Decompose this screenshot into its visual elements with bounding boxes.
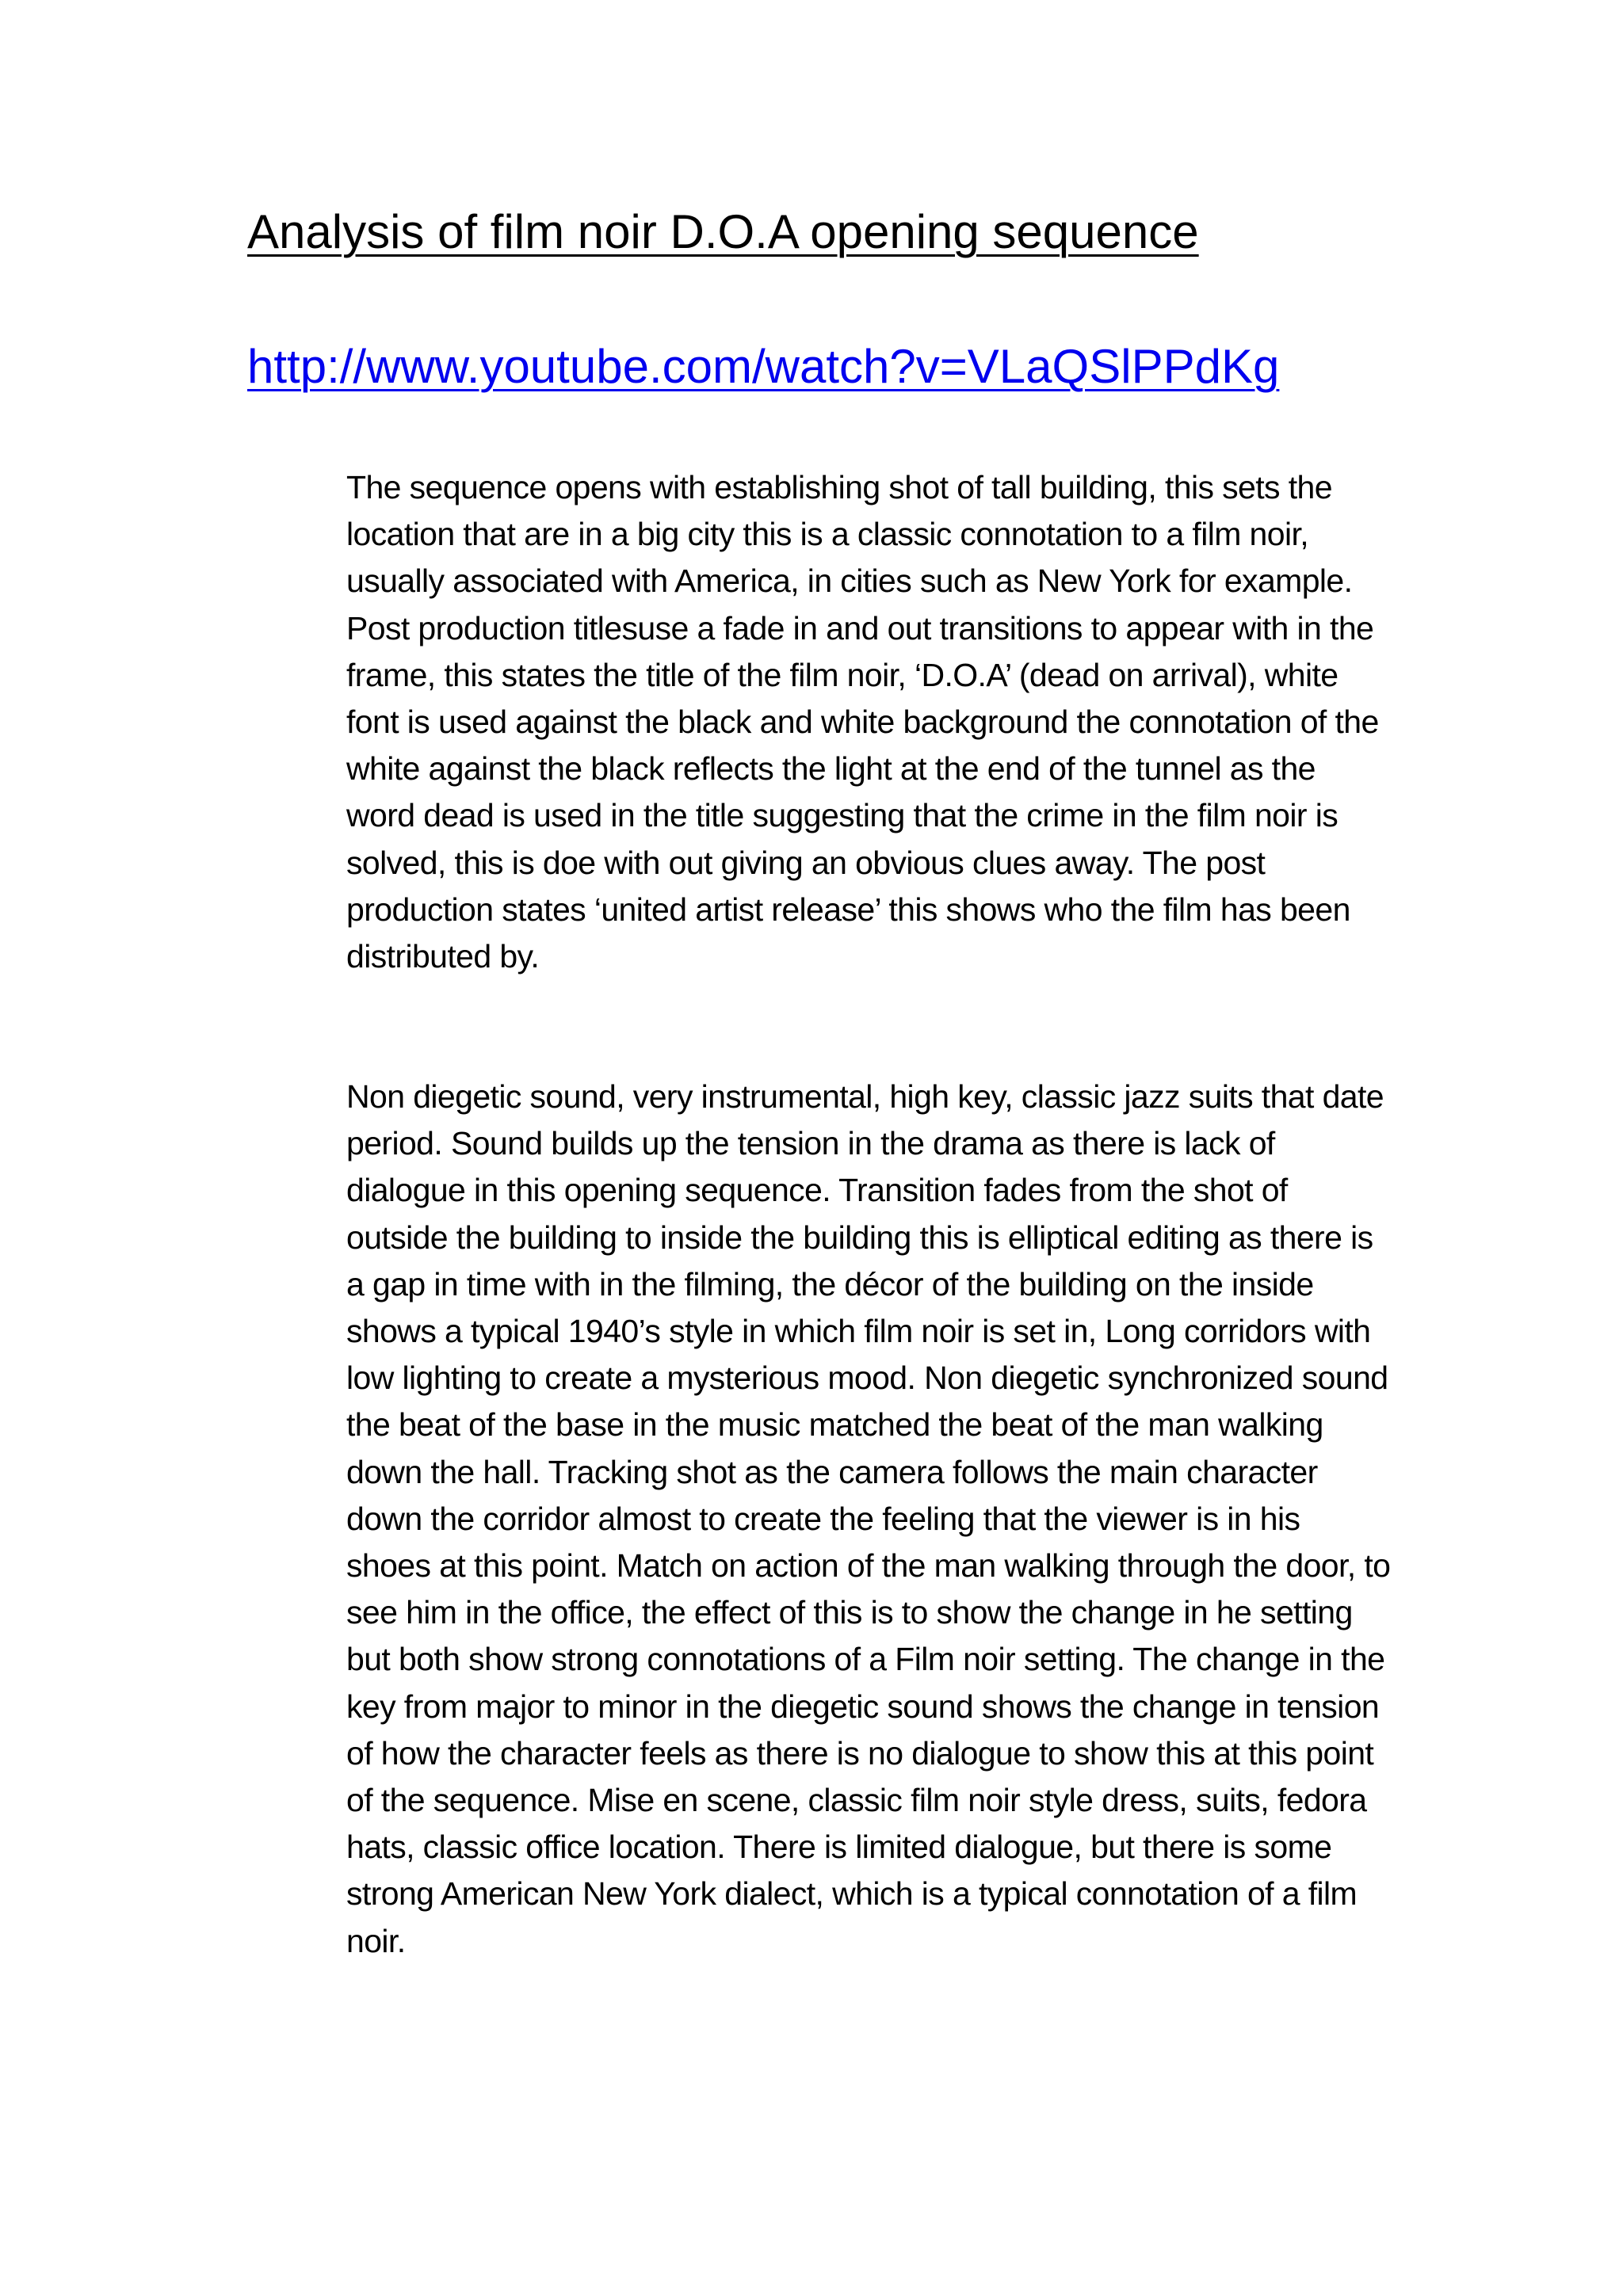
document-title: Analysis of film noir D.O.A opening sequence [247,205,1199,258]
body-paragraph-sound-and-editing: Non diegetic sound, very instrumental, high key, classic jazz suits that date period. Sound builds up the tension in the drama as there is lack of dialogue in this opening sequence. Transition fades from the shot of outside the building to inside the building this is elliptical editing as there is a gap in time with in the filming, the décor of the building on the inside shows a typical 1940’s style in which film noir is set in, Long corridors with low lighting to create a mysterious mood. Non diegetic synchronized sound the beat of the base in the music matched the beat of the man walking down the hall. Tracking shot as the camera follows the main character down the corridor almost to create the feeling that the viewer is in his shoes at this point. Match on action of the man walking through the door, to see him in the office, the effect of this is to show the change in he setting but both show strong connotations of a Film noir setting. The change in the key from major to minor in the diegetic sound shows the change in tension of how the character feels as there is no dialogue to show this at this point of the sequence. Mise en scene, classic film noir style dress, suits, fedora hats, classic office location. There is limited dialogue, but there is some strong American New York dialect, which is a typical connotation of a film noir. [346,1078,1391,1959]
body-paragraph-opening-titles: The sequence opens with establishing shot of tall building, this sets the location that are in a big city this is a classic connotation to a film noir, usually associated with America, in cities such as New York for example. Post production titlesuse a fade in and out transitions to appear with in the frame, this states the title of the film noir, ‘D.O.A’ (dead on arrival), white font is used against the black and white background the connotation of the white against the black reflects the light at the end of the tunnel as the word dead is used in the title suggesting that the crime in the film noir is solved, this is doe with out giving an obvious clues away. The post production states ‘united artist release’ this shows who the film has been distributed by. [346,469,1379,975]
youtube-link[interactable]: http://www.youtube.com/watch?v=VLaQSlPPdKg [247,340,1280,393]
